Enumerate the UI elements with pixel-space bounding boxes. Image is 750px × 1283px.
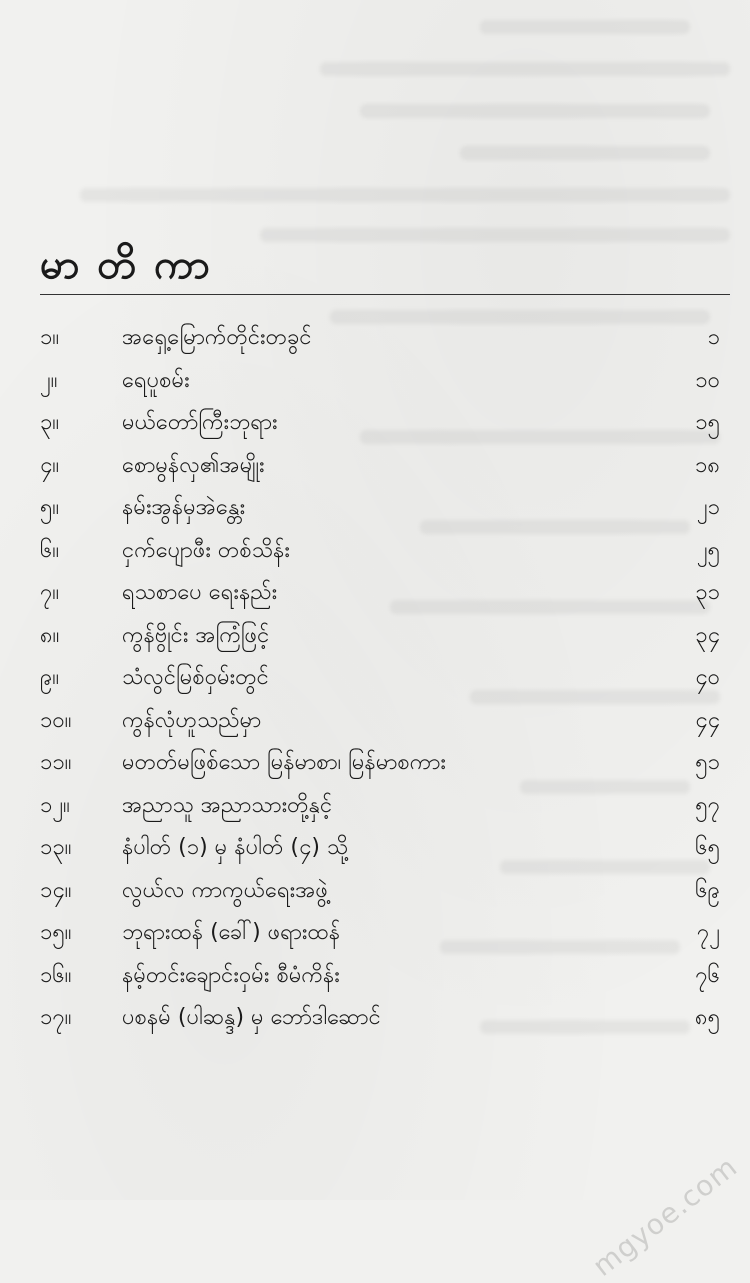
entry-number: ၂။ [40,367,58,393]
entry-page: ၇၂ [696,920,720,945]
entry-page: ၂၅ [696,537,720,563]
toc-entry [40,322,720,365]
entry-number: ၁၃။ [40,835,72,860]
entry-number: ၄။ [40,452,60,478]
entry-title: လွယ်လ ကာကွယ်ရေးအဖွဲ့ [122,877,328,903]
entry-number: ၃။ [40,410,60,435]
bleed-through-line [260,228,730,242]
entry-number: ၁၇။ [40,1005,72,1030]
entry-page: ၄၀ [695,665,720,690]
entry-number: ၁၆။ [40,962,72,988]
toc-entry [40,832,720,875]
entry-page: ၁၅ [695,410,720,435]
entry-title: ရသစာပေ ရေးနည်း [122,580,278,605]
entry-title: မတတ်မဖြစ်သော မြန်မာစာ၊ မြန်မာစကား [122,750,446,775]
toc-entry [40,535,720,578]
entry-title: မယ်တော်ကြီးဘုရား [122,410,278,435]
entry-number: ၁၂။ [40,792,70,818]
entry-number: ၆။ [40,537,60,563]
entry-page: ၂၁ [696,495,720,520]
entry-title: ဘုရားထန် (ခေါ်) ဖရားထန် [122,920,341,945]
entry-number: ၁၀။ [40,707,72,733]
entry-title: အရှေ့မြောက်တိုင်းတခွင် [122,325,312,350]
toc-entry [40,747,720,790]
bleed-through-line [360,104,710,118]
entry-title: ငှက်ပျောဖီး တစ်သိန်း [122,537,290,563]
entry-title: ရေပူစမ်း [122,367,190,393]
entry-number: ၈။ [40,622,60,648]
toc-entry [40,407,720,450]
bleed-through-line [480,20,690,34]
entry-title: စောမွန်လှ၏အမျိုး [122,452,265,478]
site-watermark: mgyoe.com [586,1149,744,1283]
entry-title: ကွန်လုံဟူသည်မှာ [122,707,262,733]
toc-entry [40,1002,720,1045]
entry-number: ၅။ [40,495,60,520]
entry-page: ၁ [707,325,720,350]
toc-entry [40,620,720,663]
entry-number: ၁၄။ [40,877,72,903]
toc-entry [40,492,720,535]
entry-number: ၉။ [40,665,60,690]
entry-page: ၆၉ [695,877,720,903]
toc-entry [40,960,720,1003]
entry-page: ၇၆ [695,962,720,988]
toc-title: မာ တိ ကာ [40,242,212,288]
title-divider [40,294,730,295]
entry-page: ၆၅ [695,835,720,860]
entry-page: ၄၄ [695,707,720,733]
entry-number: ၁၅။ [40,920,72,945]
bleed-through-line [320,62,730,76]
table-of-contents [40,322,720,1045]
entry-number: ၁။ [40,325,60,350]
toc-entry [40,365,720,408]
entry-page: ၁၀ [695,367,720,393]
entry-number: ၇။ [40,580,60,605]
toc-entry [40,662,720,705]
entry-title: အညာသူ အညာသားတို့နှင့် [122,792,333,818]
toc-entry [40,450,720,493]
toc-entry [40,705,720,748]
entry-title: ကွန်ဗွိုင်း အကြံဖြင့် [122,622,270,648]
entry-page: ၁၈ [695,452,720,478]
bleed-through-line [460,146,710,160]
entry-title: ပစနမ် (ပါဆန္ဒ) မှ ဘော်ဒါဆောင် [122,1005,381,1030]
bleed-through-line [80,188,730,202]
entry-page: ၃၄ [695,622,720,648]
entry-page: ၈၅ [695,1005,720,1030]
entry-page: ၃၁ [695,580,720,605]
entry-page: ၅၁ [695,750,720,775]
entry-title: နံပါတ် (၁) မှ နံပါတ် (၄) သို့ [122,835,349,860]
toc-entry [40,790,720,833]
toc-entry [40,577,720,620]
entry-title: နမ်းအွန်မှအဲန္တေး [122,495,246,520]
entry-title: သံလွင်မြစ်ဝှမ်းတွင် [122,665,269,690]
entry-title: နမ့်တင်းချောင်းဝှမ်း စီမံကိန်း [122,962,340,988]
toc-entry [40,917,720,960]
toc-entry [40,875,720,918]
entry-page: ၅၇ [695,792,720,818]
entry-number: ၁၁။ [40,750,72,775]
